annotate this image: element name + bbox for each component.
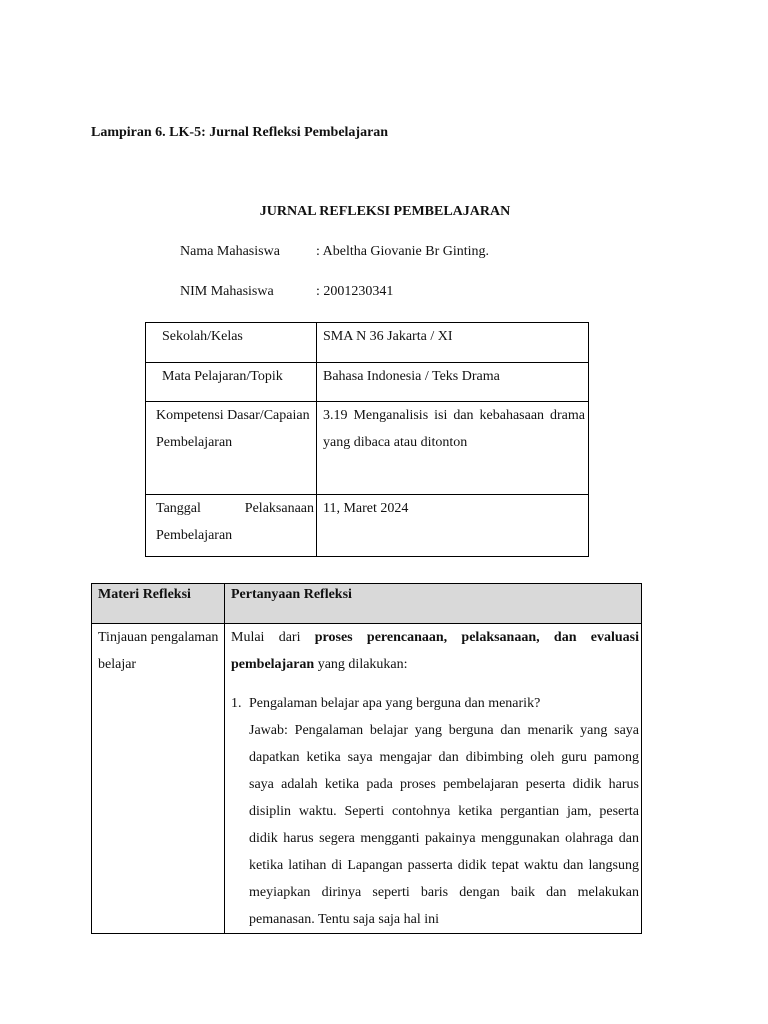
table-header-row <box>92 584 642 624</box>
table-row <box>146 363 589 402</box>
question-list <box>231 690 639 933</box>
student-nim-label: NIM Mahasiswa <box>180 284 274 299</box>
info-label-competency: Kompetensi Dasar/Capaian Pembelajaran <box>146 402 317 495</box>
appendix-heading: Lampiran 6. LK-5: Jurnal Refleksi Pembelajaran <box>91 125 389 140</box>
list-item <box>231 690 639 933</box>
reflection-content <box>225 624 642 934</box>
header-pertanyaan: Pertanyaan Refleksi <box>225 584 642 624</box>
intro-bold-text: proses perencanaan, pelaksanaan, dan evaluasi pembelajaran <box>231 630 639 672</box>
info-value-school: SMA N 36 Jakarta / XI <box>317 323 589 363</box>
reflection-intro: Mulai dari proses perencanaan, pelaksanaan, dan evaluasi pembelajaran yang dilakukan: <box>231 630 639 672</box>
info-label-school: Sekolah/Kelas <box>146 323 317 363</box>
student-nim-value: : 2001230341 <box>316 284 394 299</box>
lesson-info-table <box>145 322 589 557</box>
reflection-table <box>91 583 642 934</box>
info-label-subject: Mata Pelajaran/Topik <box>146 363 317 402</box>
question-number: 1. <box>231 696 242 711</box>
table-row <box>146 323 589 363</box>
table-row <box>146 495 589 557</box>
header-materi: Materi Refleksi <box>92 584 225 624</box>
page-title: JURNAL REFLEKSI PEMBELAJARAN <box>259 204 511 219</box>
row-label: Tinjauan pengalaman belajar <box>92 624 225 934</box>
student-name-value: : Abeltha Giovanie Br Ginting. <box>316 244 490 259</box>
info-value-competency: 3.19 Menganalisis isi dan kebahasaan drama yang dibaca atau ditonton <box>317 402 589 495</box>
info-value-date: 11, Maret 2024 <box>317 495 589 557</box>
info-label-date: Tanggal Pelaksanaan Pembelajaran <box>146 495 317 557</box>
table-row <box>92 624 642 934</box>
answer-text: Jawab: Pengalaman belajar yang berguna dan menarik yang saya dapatkan ketika saya mengajar dan dibimbing oleh guru pamong saya adalah ketika pada proses pembelajaran peserta didik harus disiplin waktu. Seperti contohnya ketika pergantian jam, peserta didik harus segera mengganti pakainya menggunakan olahraga dan ketika latihan di Lapangan passerta didik tepat waktu dan langsung meyiapkan dirinya seperti baris dengan baik dan melakukan pemanasan. Tentu saja saja hal ini <box>249 723 639 927</box>
question-text: Pengalaman belajar apa yang berguna dan menarik? <box>249 696 541 711</box>
table-row <box>146 402 589 495</box>
student-name-label: Nama Mahasiswa <box>180 244 280 259</box>
info-value-subject: Bahasa Indonesia / Teks Drama <box>317 363 589 402</box>
